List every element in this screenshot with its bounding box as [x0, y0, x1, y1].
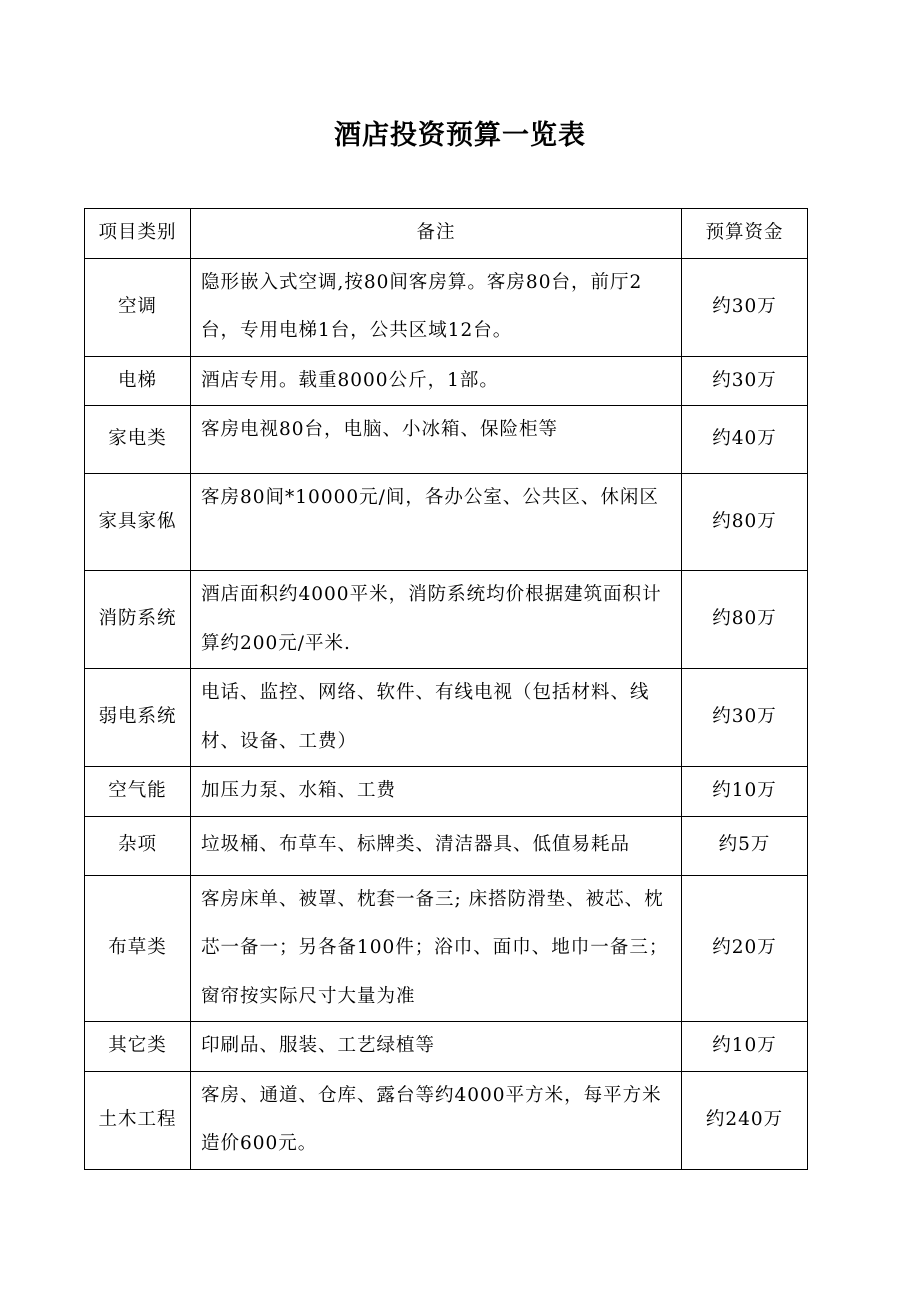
row-category: 杂项 — [85, 816, 191, 875]
row-note: 酒店面积约4000平米，消防系统均价根据建筑面积计算约200元/平米. — [191, 571, 682, 669]
row-budget: 约20万 — [682, 875, 808, 1022]
row-budget: 约5万 — [682, 816, 808, 875]
row-note: 印刷品、服装、工艺绿植等 — [191, 1022, 682, 1072]
row-category: 弱电系统 — [85, 669, 191, 767]
row-budget: 约30万 — [682, 669, 808, 767]
table-row — [85, 669, 808, 767]
budget-table — [84, 208, 808, 1170]
table-row — [85, 816, 808, 875]
document-title: 酒店投资预算一览表 — [334, 120, 586, 151]
table-row — [85, 474, 808, 571]
table-row — [85, 767, 808, 817]
row-budget: 约10万 — [682, 767, 808, 817]
row-budget: 约80万 — [682, 474, 808, 571]
row-category: 电梯 — [85, 356, 191, 406]
row-note: 客房、通道、仓库、露台等约4000平方米，每平方米造价600元。 — [191, 1071, 682, 1169]
row-note: 客房80间*10000元/间，各办公室、公共区、休闲区 — [191, 474, 682, 571]
table-row — [85, 258, 808, 356]
row-budget: 约30万 — [682, 258, 808, 356]
row-category: 家电类 — [85, 406, 191, 474]
row-category: 家具家俬 — [85, 474, 191, 571]
table-row — [85, 1071, 808, 1169]
table-row — [85, 571, 808, 669]
header-note: 备注 — [191, 209, 682, 259]
row-note: 垃圾桶、布草车、标牌类、清洁器具、低值易耗品 — [191, 816, 682, 875]
row-budget: 约10万 — [682, 1022, 808, 1072]
table-row — [85, 1022, 808, 1072]
row-budget: 约40万 — [682, 406, 808, 474]
row-note: 客房电视80台，电脑、小冰箱、保险柜等 — [191, 406, 682, 474]
row-note: 酒店专用。载重8000公斤，1部。 — [191, 356, 682, 406]
row-budget: 约80万 — [682, 571, 808, 669]
header-budget: 预算资金 — [682, 209, 808, 259]
table-row — [85, 875, 808, 1022]
row-note: 电话、监控、网络、软件、有线电视（包括材料、线材、设备、工费） — [191, 669, 682, 767]
row-note: 客房床单、被罩、枕套一备三; 床搭防滑垫、被芯、枕芯一备一；另各备100件；浴巾、面巾、地巾一备三；窗帘按实际尺寸大量为准 — [191, 875, 682, 1022]
row-category: 其它类 — [85, 1022, 191, 1072]
table-row — [85, 356, 808, 406]
row-note: 加压力泵、水箱、工费 — [191, 767, 682, 817]
table-row — [85, 406, 808, 474]
row-category: 土木工程 — [85, 1071, 191, 1169]
row-category: 消防系统 — [85, 571, 191, 669]
row-note: 隐形嵌入式空调,按80间客房算。客房80台，前厅2台，专用电梯1台，公共区域12台。 — [191, 258, 682, 356]
row-category: 空调 — [85, 258, 191, 356]
header-category: 项目类别 — [85, 209, 191, 259]
row-category: 空气能 — [85, 767, 191, 817]
row-budget: 约240万 — [682, 1071, 808, 1169]
table-header-row — [85, 209, 808, 259]
row-category: 布草类 — [85, 875, 191, 1022]
row-budget: 约30万 — [682, 356, 808, 406]
